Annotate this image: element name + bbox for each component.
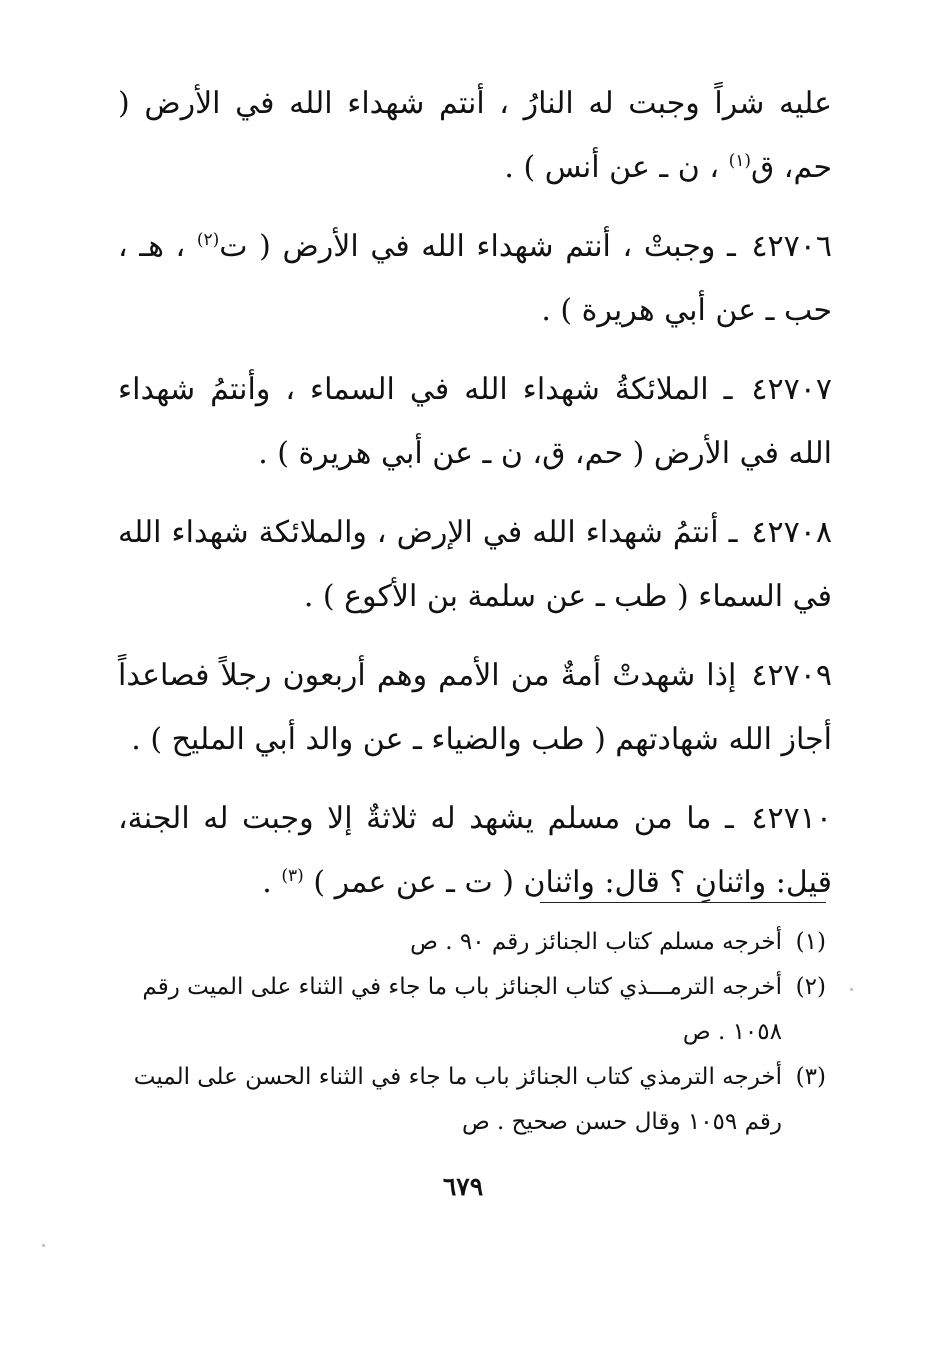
footnote-ref: (٣) bbox=[281, 866, 304, 886]
hadith-42710 bbox=[118, 787, 832, 915]
scan-speck bbox=[42, 1244, 45, 1247]
footnote-mark: (٣) bbox=[795, 1064, 826, 1090]
footnote-ref: (٢) bbox=[196, 230, 220, 250]
hadith-source: . bbox=[262, 865, 272, 900]
scan-speck bbox=[850, 988, 853, 991]
hadith-number: ٤٢٧١٠ bbox=[751, 801, 832, 836]
footnote-text: أخرجه الترمذي كتاب الجنائز باب ما جاء في الثناء الحسن على الميت رقم ١٠٥٩ وقال حسن صحيح . ص bbox=[133, 1064, 782, 1135]
footnotes bbox=[110, 920, 826, 1145]
hadith-number: ٤٢٧٠٦ bbox=[751, 229, 833, 264]
hadith-42709 bbox=[118, 644, 832, 772]
footnote-3 bbox=[110, 1055, 826, 1145]
hadith-text: ـ الملائكةُ شهداء الله في السماء ، وأنتمُ شهداء الله في الأرض ( حم، ق، ن ـ عن أبي هريرة ) . bbox=[118, 372, 832, 471]
hadith-text: ـ ما من مسلم يشهد له ثلاثةٌ إلا وجبت له الجنة، قيل: واثنانِ ؟ قال: واثنان ( ت ـ عن عمر ) bbox=[118, 801, 832, 900]
footnote-1 bbox=[110, 920, 826, 965]
footnote-text: أخرجه الترمـــذي كتاب الجنائز باب ما جاء في الثناء على الميت رقم ١٠٥٨ . ص bbox=[142, 974, 782, 1045]
hadith-number: ٤٢٧٠٧ bbox=[751, 372, 832, 407]
hadith-text: ـ أنتمُ شهداء الله في الإرض ، والملائكة شهداء الله في السماء ( طب ـ عن سلمة بن الأكوع ) . bbox=[118, 515, 832, 614]
hadith-42708 bbox=[118, 501, 832, 629]
hadith-text: إذا شهدتْ أمةٌ من الأمم وهم أربعون رجلاً فصاعداً أجاز الله شهادتهم ( طب والضياء ـ عن والد أبي المليح ) . bbox=[118, 658, 832, 757]
main-text bbox=[118, 72, 832, 930]
hadith-42707 bbox=[118, 358, 832, 486]
hadith-text: عليه شراً وجبت له النارُ ، أنتم شهداء الله في الأرض ( حم، ق bbox=[118, 86, 832, 185]
hadith-number: ٤٢٧٠٩ bbox=[751, 658, 832, 693]
footnote-mark: (١) bbox=[795, 929, 826, 955]
hadith-source: ، ن ـ عن أنس ) . bbox=[504, 150, 720, 185]
footnote-ref: (١) bbox=[728, 151, 751, 171]
hadith-source: ، هـ ، حب ـ عن أبي هريرة ) . bbox=[118, 229, 832, 328]
hadith-42706 bbox=[118, 215, 832, 343]
footnote-text: أخرجه مسلم كتاب الجنائز رقم ٩٠ . ص bbox=[410, 929, 782, 955]
footnote-divider bbox=[540, 902, 826, 903]
footnote-mark: (٢) bbox=[795, 974, 826, 1000]
hadith-text: ـ وجبتْ ، أنتم شهداء الله في الأرض ( ت bbox=[219, 229, 736, 264]
hadith-number: ٤٢٧٠٨ bbox=[751, 515, 832, 550]
hadith-continuation bbox=[118, 72, 832, 200]
footnote-2 bbox=[110, 965, 826, 1055]
page-number: ٦٧٩ bbox=[442, 1172, 484, 1201]
